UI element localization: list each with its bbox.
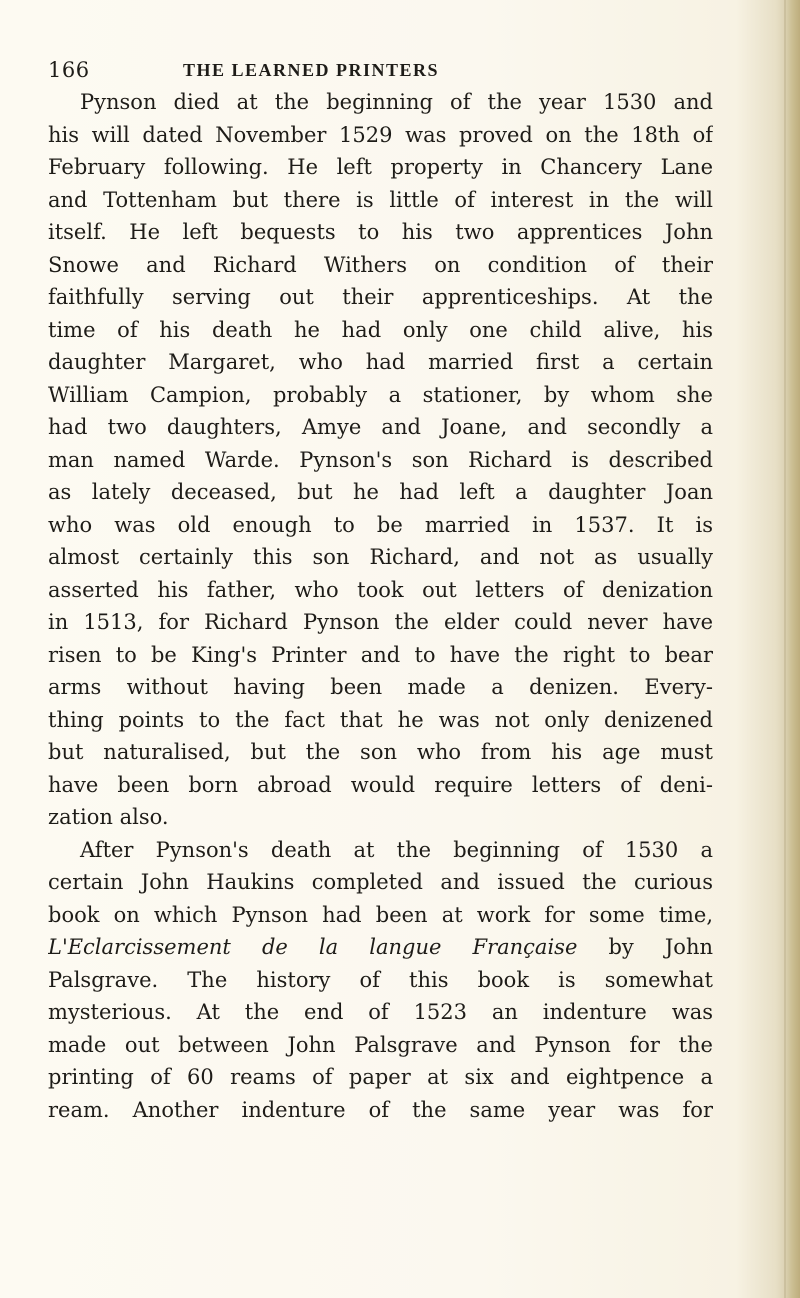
page-edge	[786, 0, 800, 1298]
text-line: printing of 60 reams of paper at six and eightpence a	[48, 1065, 713, 1089]
page-number: 166	[48, 58, 90, 82]
text-line: made out between John Palsgrave and Pynson for the	[48, 1032, 713, 1057]
text-line: risen to be King's Printer and to have the right to bear	[48, 642, 713, 667]
text-line: almost certainly this son Richard, and not as usually	[48, 545, 713, 569]
running-head: THE LEARNED PRINTERS	[183, 60, 440, 80]
text-line: thing points to the fact that he was not only denizened	[48, 707, 713, 732]
text-line: but naturalised, but the son who from his age must	[48, 740, 713, 764]
text-line: certain John Haukins completed and issued the curious	[48, 870, 713, 894]
text-line: book on which Pynson had been at work for some time,	[48, 902, 713, 927]
text-line: time of his death he had only one child alive, his	[48, 317, 713, 342]
body-text	[48, 86, 713, 1126]
text-line: Palsgrave. The history of this book is somewhat	[48, 967, 713, 992]
text-line: who was old enough to be married in 1537. It is	[48, 512, 713, 537]
text-line: had two daughters, Amye and Joane, and secondly a	[48, 415, 713, 439]
text-line: Pynson died at the beginning of the year 1530 and	[80, 90, 713, 114]
page-header	[48, 58, 788, 88]
text-line: Snowe and Richard Withers on condition of their	[48, 252, 713, 277]
text-line: daughter Margaret, who had married first a certain	[48, 350, 713, 374]
text-line: arms without having been made a denizen. Every-	[48, 675, 713, 699]
text-line: February following. He left property in Chancery Lane	[48, 155, 713, 179]
text-line: have been born abroad would require letters of deni-	[48, 772, 713, 797]
text-line: his will dated November 1529 was proved on the 18th of	[48, 122, 713, 147]
text-line: itself. He left bequests to his two apprentices John	[48, 220, 713, 244]
text-line: faithfully serving out their apprenticeships. At the	[48, 285, 713, 309]
text-line: asserted his father, who took out letters of denization	[48, 577, 713, 602]
text-line-tail: by John	[608, 935, 713, 959]
text-line: After Pynson's death at the beginning of 1530 a	[80, 837, 713, 862]
text-line-with-title	[48, 931, 713, 964]
book-title: L'Eclarcissement de la langue Française	[48, 935, 578, 959]
text-line: in 1513, for Richard Pynson the elder could never have	[48, 610, 713, 634]
text-line: William Campion, probably a stationer, by whom she	[48, 382, 713, 407]
text-line: mysterious. At the end of 1523 an indenture was	[48, 1000, 713, 1024]
text-line: and Tottenham but there is little of interest in the will	[48, 187, 713, 212]
text-line: ream. Another indenture of the same year was for	[48, 1097, 713, 1122]
text-line: man named Warde. Pynson's son Richard is described	[48, 447, 713, 472]
text-line: zation also.	[48, 805, 169, 829]
text-line: as lately deceased, but he had left a daughter Joan	[48, 480, 713, 504]
